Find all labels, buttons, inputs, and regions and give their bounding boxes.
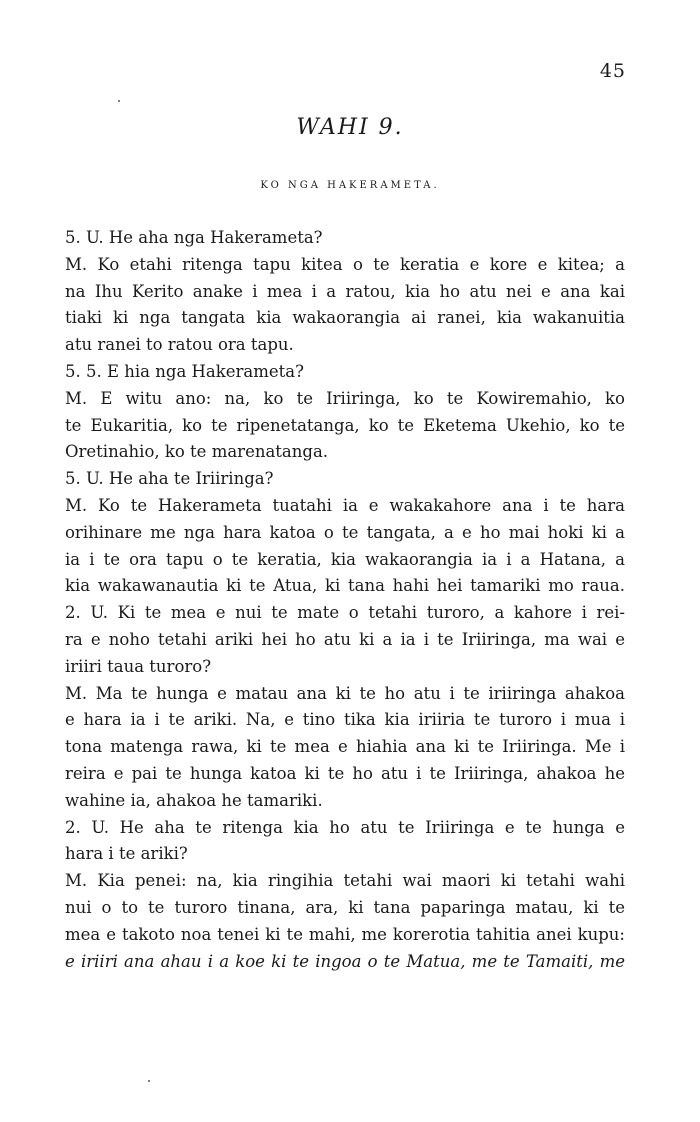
page-number: 45 <box>599 60 626 82</box>
text-line: 5. U. He aha te Iriiringa? <box>65 469 274 489</box>
text-line: iriiri taua turoro? <box>65 656 212 676</box>
text-line: Oretinahio, ko te marenatanga. <box>65 442 329 462</box>
text-line: nui o to te turoro tinana, ara, ki tana paparinga matau, ki te <box>65 897 625 917</box>
text-line: wahine ia, ahakoa he tamariki. <box>65 790 323 810</box>
text-line: tona matenga rawa, ki te mea e hiahia ana ki te Iriiringa. Me i <box>65 737 625 757</box>
text-line: tiaki ki nga tangata kia wakaorangia ai ranei, kia wakanuitia <box>65 308 625 328</box>
chapter-title: WAHI 9. <box>296 115 404 140</box>
text-line: 5. U. He aha nga Hakerameta? <box>65 228 323 247</box>
text-line: M. Kia penei: na, kia ringihia tetahi wai maori ki tetahi wahi <box>65 871 625 891</box>
text-line: M. Ma te hunga e matau ana ki te ho atu i te iriiringa ahakoa <box>65 683 625 703</box>
text-line: M. Ko etahi ritenga tapu kitea o te keratia e kore e kitea; a <box>65 254 625 274</box>
text-line: reira e pai te hunga katoa ki te ho atu i te Iriiringa, ahakoa he <box>65 763 625 783</box>
text-line: hara i te ariki? <box>65 844 188 864</box>
text-line: mea e takoto noa tenei ki te mahi, me korerotia tahitia anei kupu: <box>65 924 625 944</box>
print-speck <box>148 1080 150 1082</box>
text-line: kia wakawanautia ki te Atua, ki tana hahi hei tamariki mo raua. <box>65 576 625 596</box>
text-line: na Ihu Kerito anake i mea i a ratou, kia ho atu nei e ana kai <box>65 281 625 301</box>
text-line: orihinare me nga hara katoa o te tangata, a e ho mai hoki ki a <box>65 522 625 542</box>
section-subtitle: KO NGA HAKERAMETA. <box>260 180 440 191</box>
text-line: te Eukaritia, ko te ripenetatanga, ko te Eketema Ukehio, ko te <box>65 415 625 435</box>
text-line: ra e noho tetahi ariki hei ho atu ki a ia i te Iriiringa, ma wai e <box>65 629 625 649</box>
text-line: ia i te ora tapu o te keratia, kia wakaorangia ia i a Hatana, a <box>65 549 625 569</box>
text-line: 5. 5. E hia nga Hakerameta? <box>65 361 304 381</box>
text-line: 2. U. He aha te ritenga kia ho atu te Iriiringa e te hunga e <box>65 817 625 837</box>
text-line: e iriiri ana ahau i a koe ki te ingoa o te Matua, me te Tamaiti, me <box>65 951 625 971</box>
text-line: atu ranei to ratou ora tapu. <box>65 335 294 355</box>
text-line: M. E witu ano: na, ko te Iriiringa, ko te Kowiremahio, ko <box>65 388 625 408</box>
body-text <box>65 225 625 975</box>
text-line: 2. U. Ki te mea e nui te mate o tetahi turoro, a kahore i rei- <box>65 603 625 623</box>
text-line: M. Ko te Hakerameta tuatahi ia e wakakahore ana i te hara <box>65 495 625 515</box>
print-speck <box>118 100 120 102</box>
text-line: e hara ia i te ariki. Na, e tino tika kia iriiria te turoro i mua i <box>65 710 625 730</box>
